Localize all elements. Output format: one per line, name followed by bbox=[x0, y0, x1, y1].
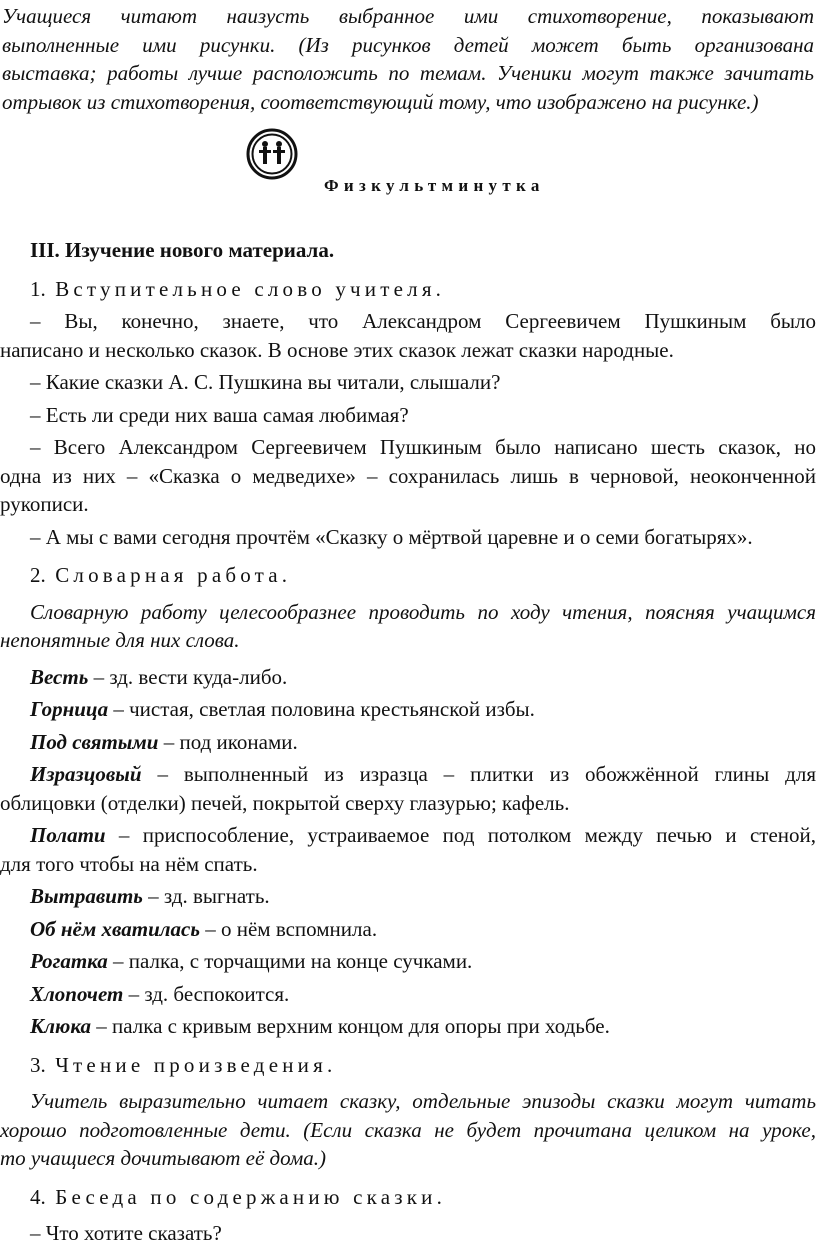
text-line: непонятные для них слова. bbox=[0, 628, 240, 652]
reading-note bbox=[0, 1087, 816, 1173]
fizminutka-title: Физкультминутка bbox=[324, 176, 545, 195]
vocab-term: Полати bbox=[30, 823, 106, 847]
vocab-definition: облицовки (отделки) печей, покрытой сверху глазурью; кафель. bbox=[0, 790, 570, 815]
vocab-definition: – зд. вести куда-либо. bbox=[88, 664, 288, 689]
vocab-entry bbox=[0, 821, 816, 878]
vocab-definition: – выполненный из изразца – плитки из обожжённой глины для bbox=[141, 762, 816, 786]
teacher-paragraph bbox=[0, 307, 816, 364]
vocab-term: Хлопочет bbox=[30, 981, 124, 1006]
text-line bbox=[0, 760, 816, 789]
vocab-entry bbox=[0, 663, 816, 692]
subheading-conversation bbox=[0, 1183, 816, 1212]
intro-line: выполненные ими рисунки. (Из рисунков детей может быть организована bbox=[2, 32, 814, 57]
text-line: хорошо подготовленные дети. (Если сказка не будет прочитана целиком на уроке, bbox=[0, 1117, 816, 1142]
text-line bbox=[0, 821, 816, 850]
question-line: – Что хотите сказать? bbox=[30, 1221, 222, 1245]
intro-line: отрывок из стихотворения, соответствующий тому, что изображено на рисунке.) bbox=[2, 89, 759, 114]
text-line: Словарную работу целесообразнее проводить по ходу чтения, поясняя учащимся bbox=[30, 599, 816, 624]
text-line: рукописи. bbox=[0, 492, 89, 516]
vocab-term: Об нём хватилась bbox=[30, 916, 200, 941]
vocab-entry bbox=[0, 915, 816, 944]
subheading-title: Словарная работа. bbox=[55, 563, 292, 587]
subheading-title: Чтение произведения. bbox=[55, 1052, 337, 1077]
teacher-paragraph: – Есть ли среди них ваша самая любимая? bbox=[30, 402, 409, 427]
subheading-title: Вступительное слово учителя. bbox=[55, 276, 446, 301]
intro-line: выставка; работы лучше расположить по темам. Ученики могут также зачитать bbox=[2, 61, 814, 85]
intro-paragraph bbox=[0, 2, 816, 116]
text-line: одна из них – «Сказка о медведихе» – сохранилась лишь в черновой, неоконченной bbox=[0, 463, 816, 488]
vocab-entry bbox=[0, 947, 816, 976]
subheading-number: 1. bbox=[30, 276, 46, 301]
vocab-note bbox=[0, 598, 816, 655]
teacher-paragraph: – А мы с вами сегодня прочтём «Сказку о мёртвой царевне и о семи богатырях». bbox=[30, 524, 753, 549]
subheading-number: 2. bbox=[30, 563, 46, 587]
vocab-term: Вытравить bbox=[30, 884, 143, 908]
vocab-entry bbox=[0, 728, 816, 757]
vocab-definition: – палка, с торчащими на конце сучками. bbox=[107, 949, 473, 973]
two-figures-icon bbox=[246, 128, 298, 180]
vocab-list bbox=[0, 663, 816, 1041]
text-line: Учитель выразительно читает сказку, отдельные эпизоды сказки могут читать bbox=[30, 1089, 816, 1113]
vocab-entry bbox=[0, 760, 816, 817]
section-heading: III. Изучение нового материала. bbox=[30, 238, 335, 262]
text-line: то учащиеся дочитывают её дома.) bbox=[0, 1146, 327, 1170]
vocab-term: Рогатка bbox=[30, 949, 108, 973]
vocab-term: Клюка bbox=[30, 1014, 91, 1038]
fizminutka-block bbox=[0, 128, 816, 218]
vocab-definition: – о нём вспомнила. bbox=[199, 916, 378, 941]
vocab-definition: – палка с кривым верхним концом для опоры при ходьбе. bbox=[90, 1014, 610, 1038]
vocab-entry bbox=[0, 1012, 816, 1041]
subheading-number: 3. bbox=[30, 1052, 46, 1077]
subheading-number: 4. bbox=[30, 1184, 46, 1209]
vocab-definition: для того чтобы на нём спать. bbox=[0, 851, 258, 876]
text-line: написано и несколько сказок. В основе этих сказок лежат сказки народные. bbox=[0, 337, 674, 362]
vocab-definition: – под иконами. bbox=[158, 729, 298, 754]
vocab-term: Весть bbox=[30, 664, 89, 689]
teacher-paragraph bbox=[0, 433, 816, 519]
vocab-entry bbox=[0, 695, 816, 724]
subheading-title: Беседа по содержанию сказки. bbox=[55, 1184, 447, 1209]
subheading-intro-word bbox=[0, 275, 816, 304]
intro-line: Учащиеся читают наизусть выбранное ими стихотворение, показывают bbox=[2, 4, 814, 28]
vocab-term: Горница bbox=[30, 697, 109, 721]
teacher-paragraph: – Какие сказки А. С. Пушкина вы читали, слышали? bbox=[30, 370, 501, 394]
text-line: – Вы, конечно, знаете, что Александром Сергеевичем Пушкиным было bbox=[30, 309, 816, 333]
vocab-entry bbox=[0, 980, 816, 1009]
subheading-vocab bbox=[0, 561, 816, 590]
vocab-entry bbox=[0, 882, 816, 911]
vocab-definition: – приспособление, устраиваемое под потолком между печью и стеной, bbox=[105, 823, 816, 847]
vocab-definition: – чистая, светлая половина крестьянской избы. bbox=[108, 697, 535, 721]
subheading-reading bbox=[0, 1051, 816, 1080]
vocab-term: Под святыми bbox=[30, 729, 159, 754]
vocab-definition: – зд. беспокоится. bbox=[123, 981, 290, 1006]
vocab-definition: – зд. выгнать. bbox=[142, 884, 270, 908]
vocab-term: Изразцовый bbox=[30, 762, 142, 786]
text-line: – Всего Александром Сергеевичем Пушкиным было написано шесть сказок, но bbox=[30, 435, 816, 459]
